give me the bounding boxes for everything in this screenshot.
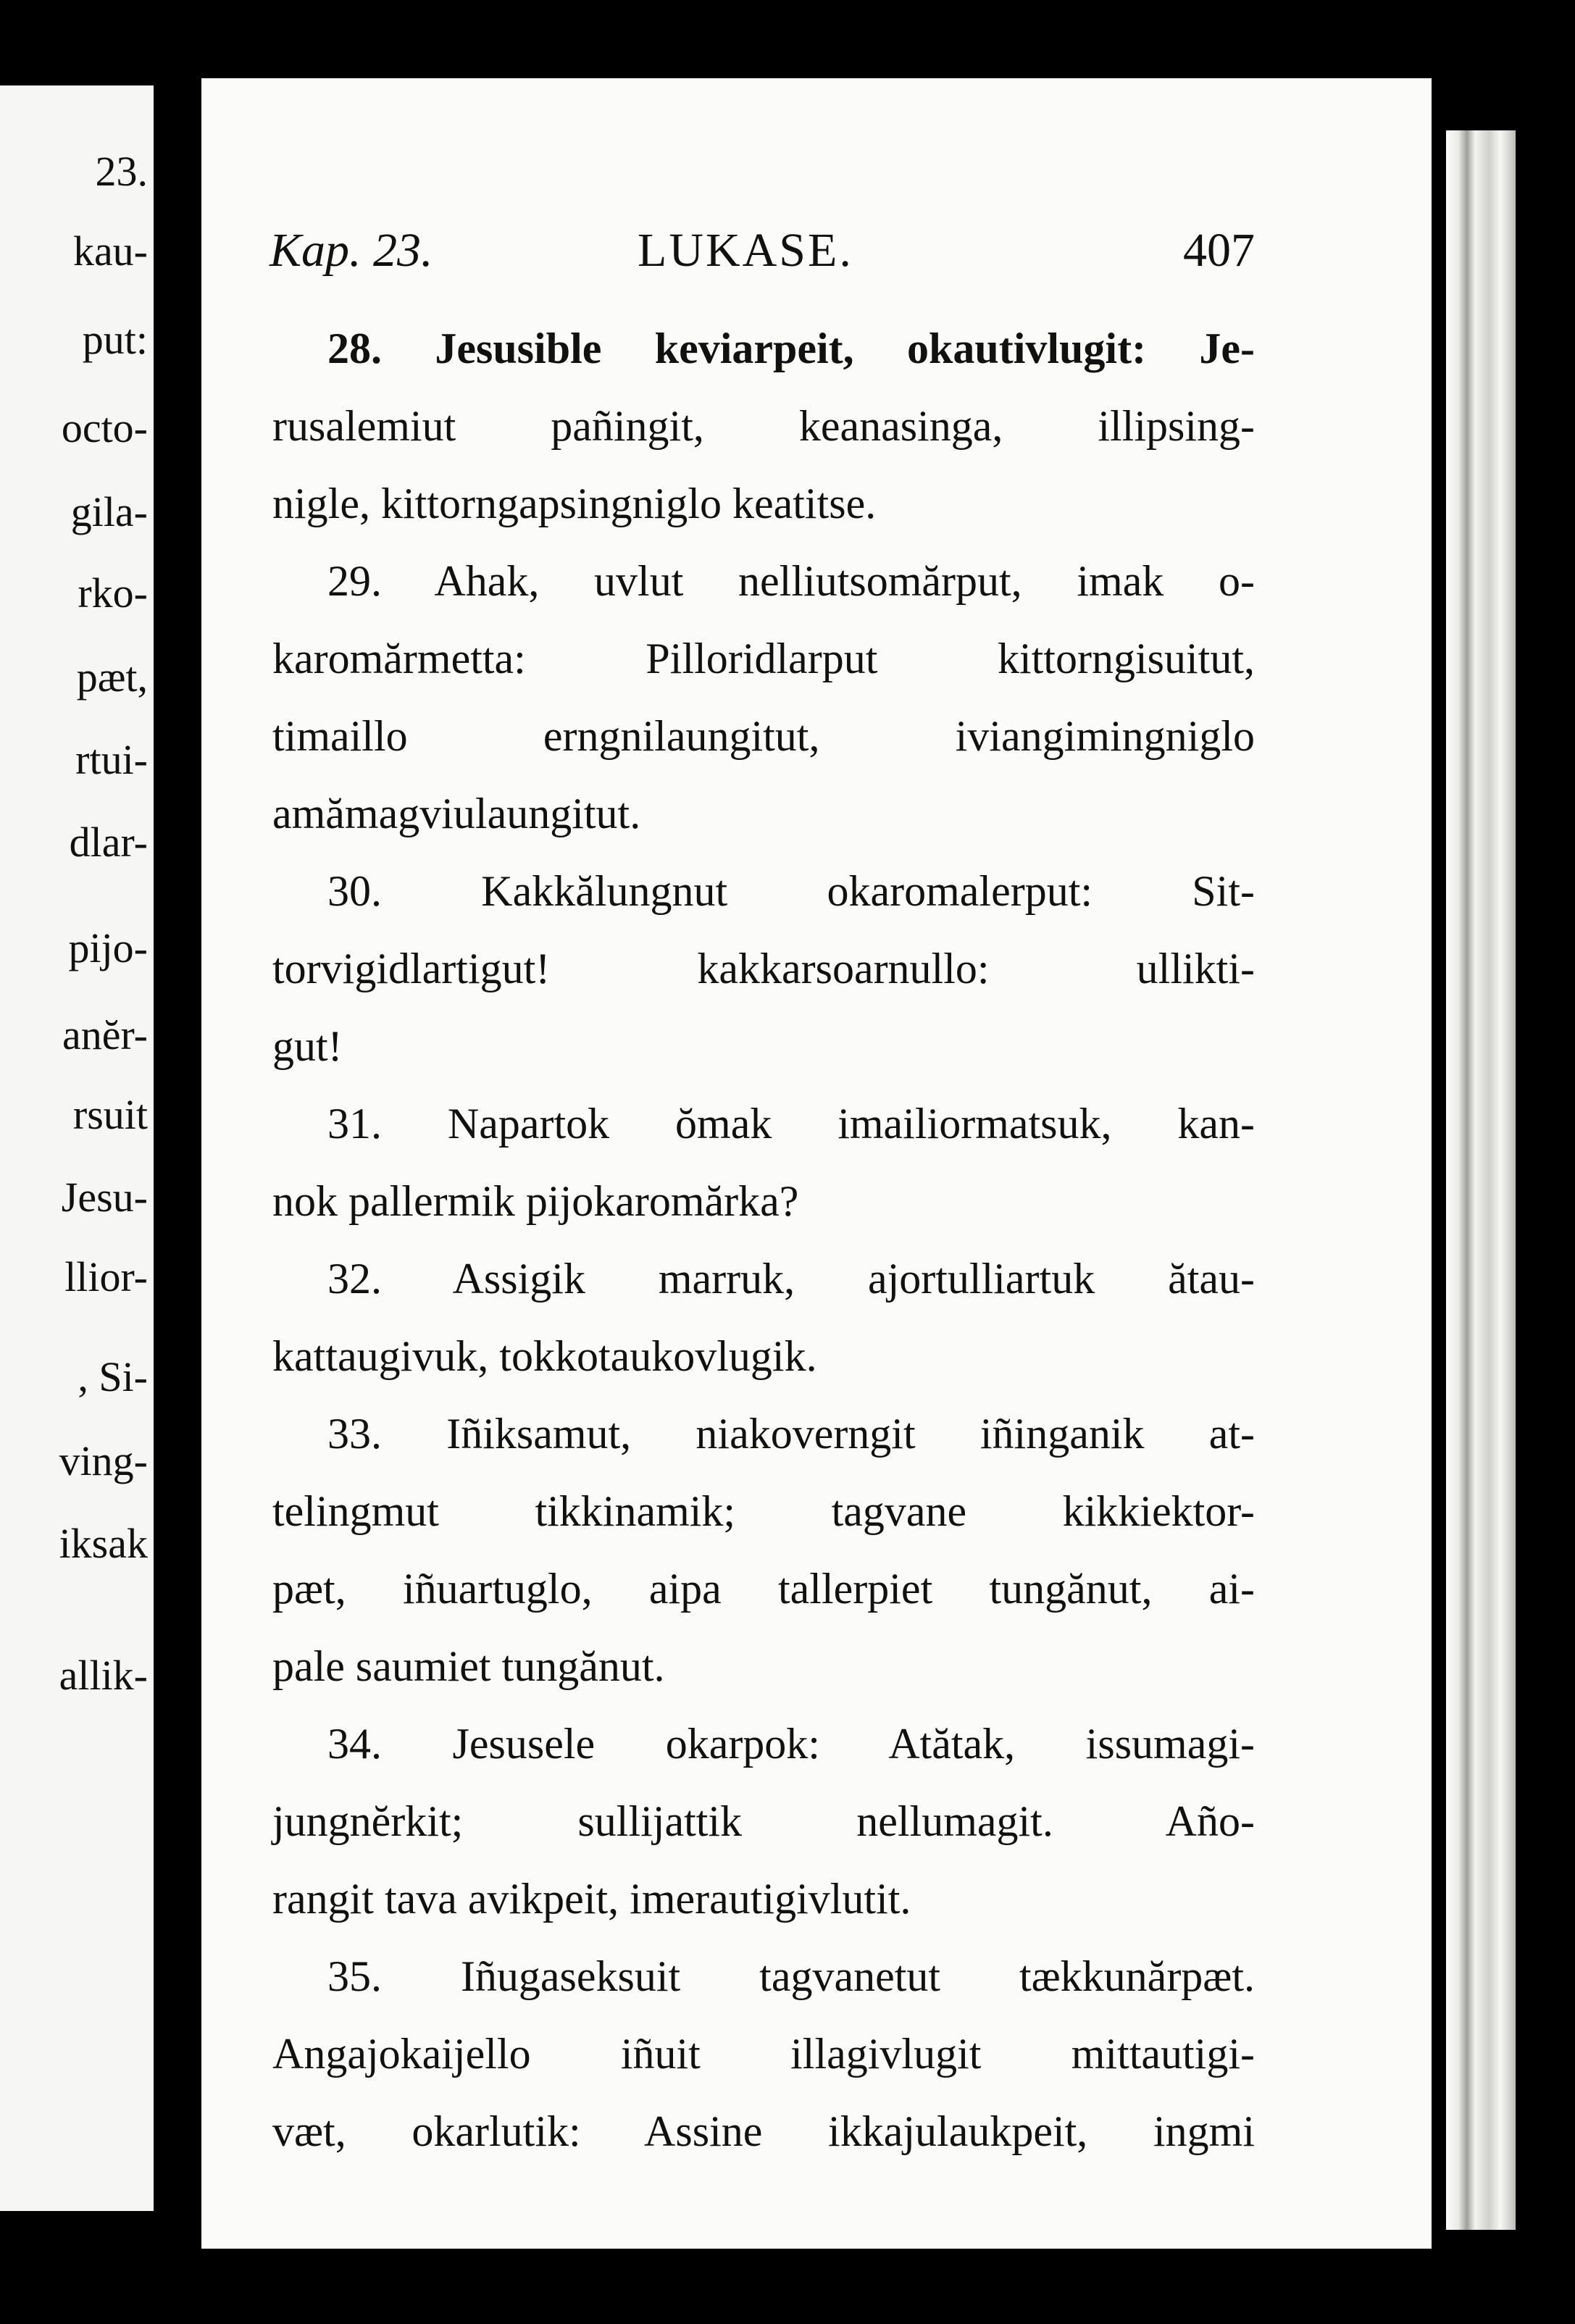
text-line: 33. Iñiksamut, niakoverngit iñinganik at-	[327, 1410, 1255, 1458]
left-page-line: rtui-	[75, 736, 148, 783]
left-page-line: rko-	[78, 569, 148, 616]
text-line: rangit tava avikpeit, imerautigivlutit.	[272, 1875, 911, 1923]
text-line: jungnĕrkit; sullijattik nellumagit. Año-	[272, 1797, 1255, 1845]
text-line: kattaugivuk, tokkotaukovlugik.	[272, 1332, 817, 1380]
page-number: 407	[1183, 224, 1255, 277]
text-line: væt, okarlutik: Assine ikkajulaukpeit, ingmi	[272, 2107, 1255, 2155]
left-page-line: Jesu-	[61, 1174, 148, 1221]
text-line: pale saumiet tungănut.	[272, 1642, 665, 1690]
left-page-line: octo-	[61, 404, 148, 451]
text-line: nok pallermik pijokaromărka?	[272, 1177, 799, 1225]
text-line: karomărmetta: Pilloridlarput kittorngisuitut,	[272, 635, 1255, 682]
left-page-line: pæt,	[76, 653, 148, 701]
text-line: gut!	[272, 1022, 343, 1070]
left-page-line: ving-	[59, 1437, 148, 1484]
left-page-line: rsuit	[72, 1091, 148, 1138]
text-line: torvigidlartigut! kakkarsoarnullo: ullikti-	[272, 945, 1255, 992]
text-line: 35. Iñugaseksuit tagvanetut tækkunărpæt.	[327, 1952, 1255, 2000]
left-page-line: gila-	[70, 488, 148, 535]
text-line: Angajokaijello iñuit illagivlugit mittautigi-	[272, 2030, 1255, 2078]
text-line: 29. Ahak, uvlut nelliutsomărput, imak o-	[327, 557, 1255, 605]
left-page-line: pijo-	[68, 924, 148, 971]
text-line: telingmut tikkinamik; tagvane kikkiektor-	[272, 1487, 1255, 1535]
left-page-line: , Si-	[78, 1353, 148, 1400]
left-page-fragment	[0, 85, 154, 2211]
page-edge-stack	[1446, 130, 1516, 2230]
text-line: 31. Napartok ŏmak imailiormatsuk, kan-	[327, 1100, 1255, 1148]
text-line: 30. Kakkălungnut okaromalerput: Sit-	[327, 867, 1255, 915]
left-page-line: llior-	[64, 1253, 148, 1300]
body-text	[272, 310, 1255, 2170]
left-page-line: 23.	[95, 148, 148, 195]
text-line: 28. Jesusible keviarpeit, okautivlugit: Je-	[327, 325, 1255, 372]
text-line: timaillo erngnilaungitut, iviangimingniglo	[272, 712, 1255, 760]
text-line: nigle, kittorngapsingniglo keatitse.	[272, 480, 877, 527]
left-page-line: kau-	[72, 227, 148, 275]
text-line: amămagviulaungitut.	[272, 790, 641, 837]
chapter-label: Kap. 23.	[270, 224, 433, 277]
left-page-line: dlar-	[69, 819, 148, 866]
left-page-line: put:	[82, 316, 148, 363]
left-page-line: anĕr-	[62, 1011, 148, 1058]
running-header	[270, 223, 1255, 288]
text-line: pæt, iñuartuglo, aipa tallerpiet tungănut, ai-	[272, 1565, 1255, 1613]
book-title: LUKASE.	[638, 224, 853, 277]
left-page-line: iksak	[59, 1520, 148, 1567]
text-line: rusalemiut pañingit, keanasinga, illipsing-	[272, 402, 1255, 450]
left-page-line: allik-	[59, 1652, 148, 1699]
text-line: 32. Assigik marruk, ajortulliartuk ătau-	[327, 1255, 1255, 1303]
text-line: 34. Jesusele okarpok: Atătak, issumagi-	[327, 1720, 1255, 1768]
